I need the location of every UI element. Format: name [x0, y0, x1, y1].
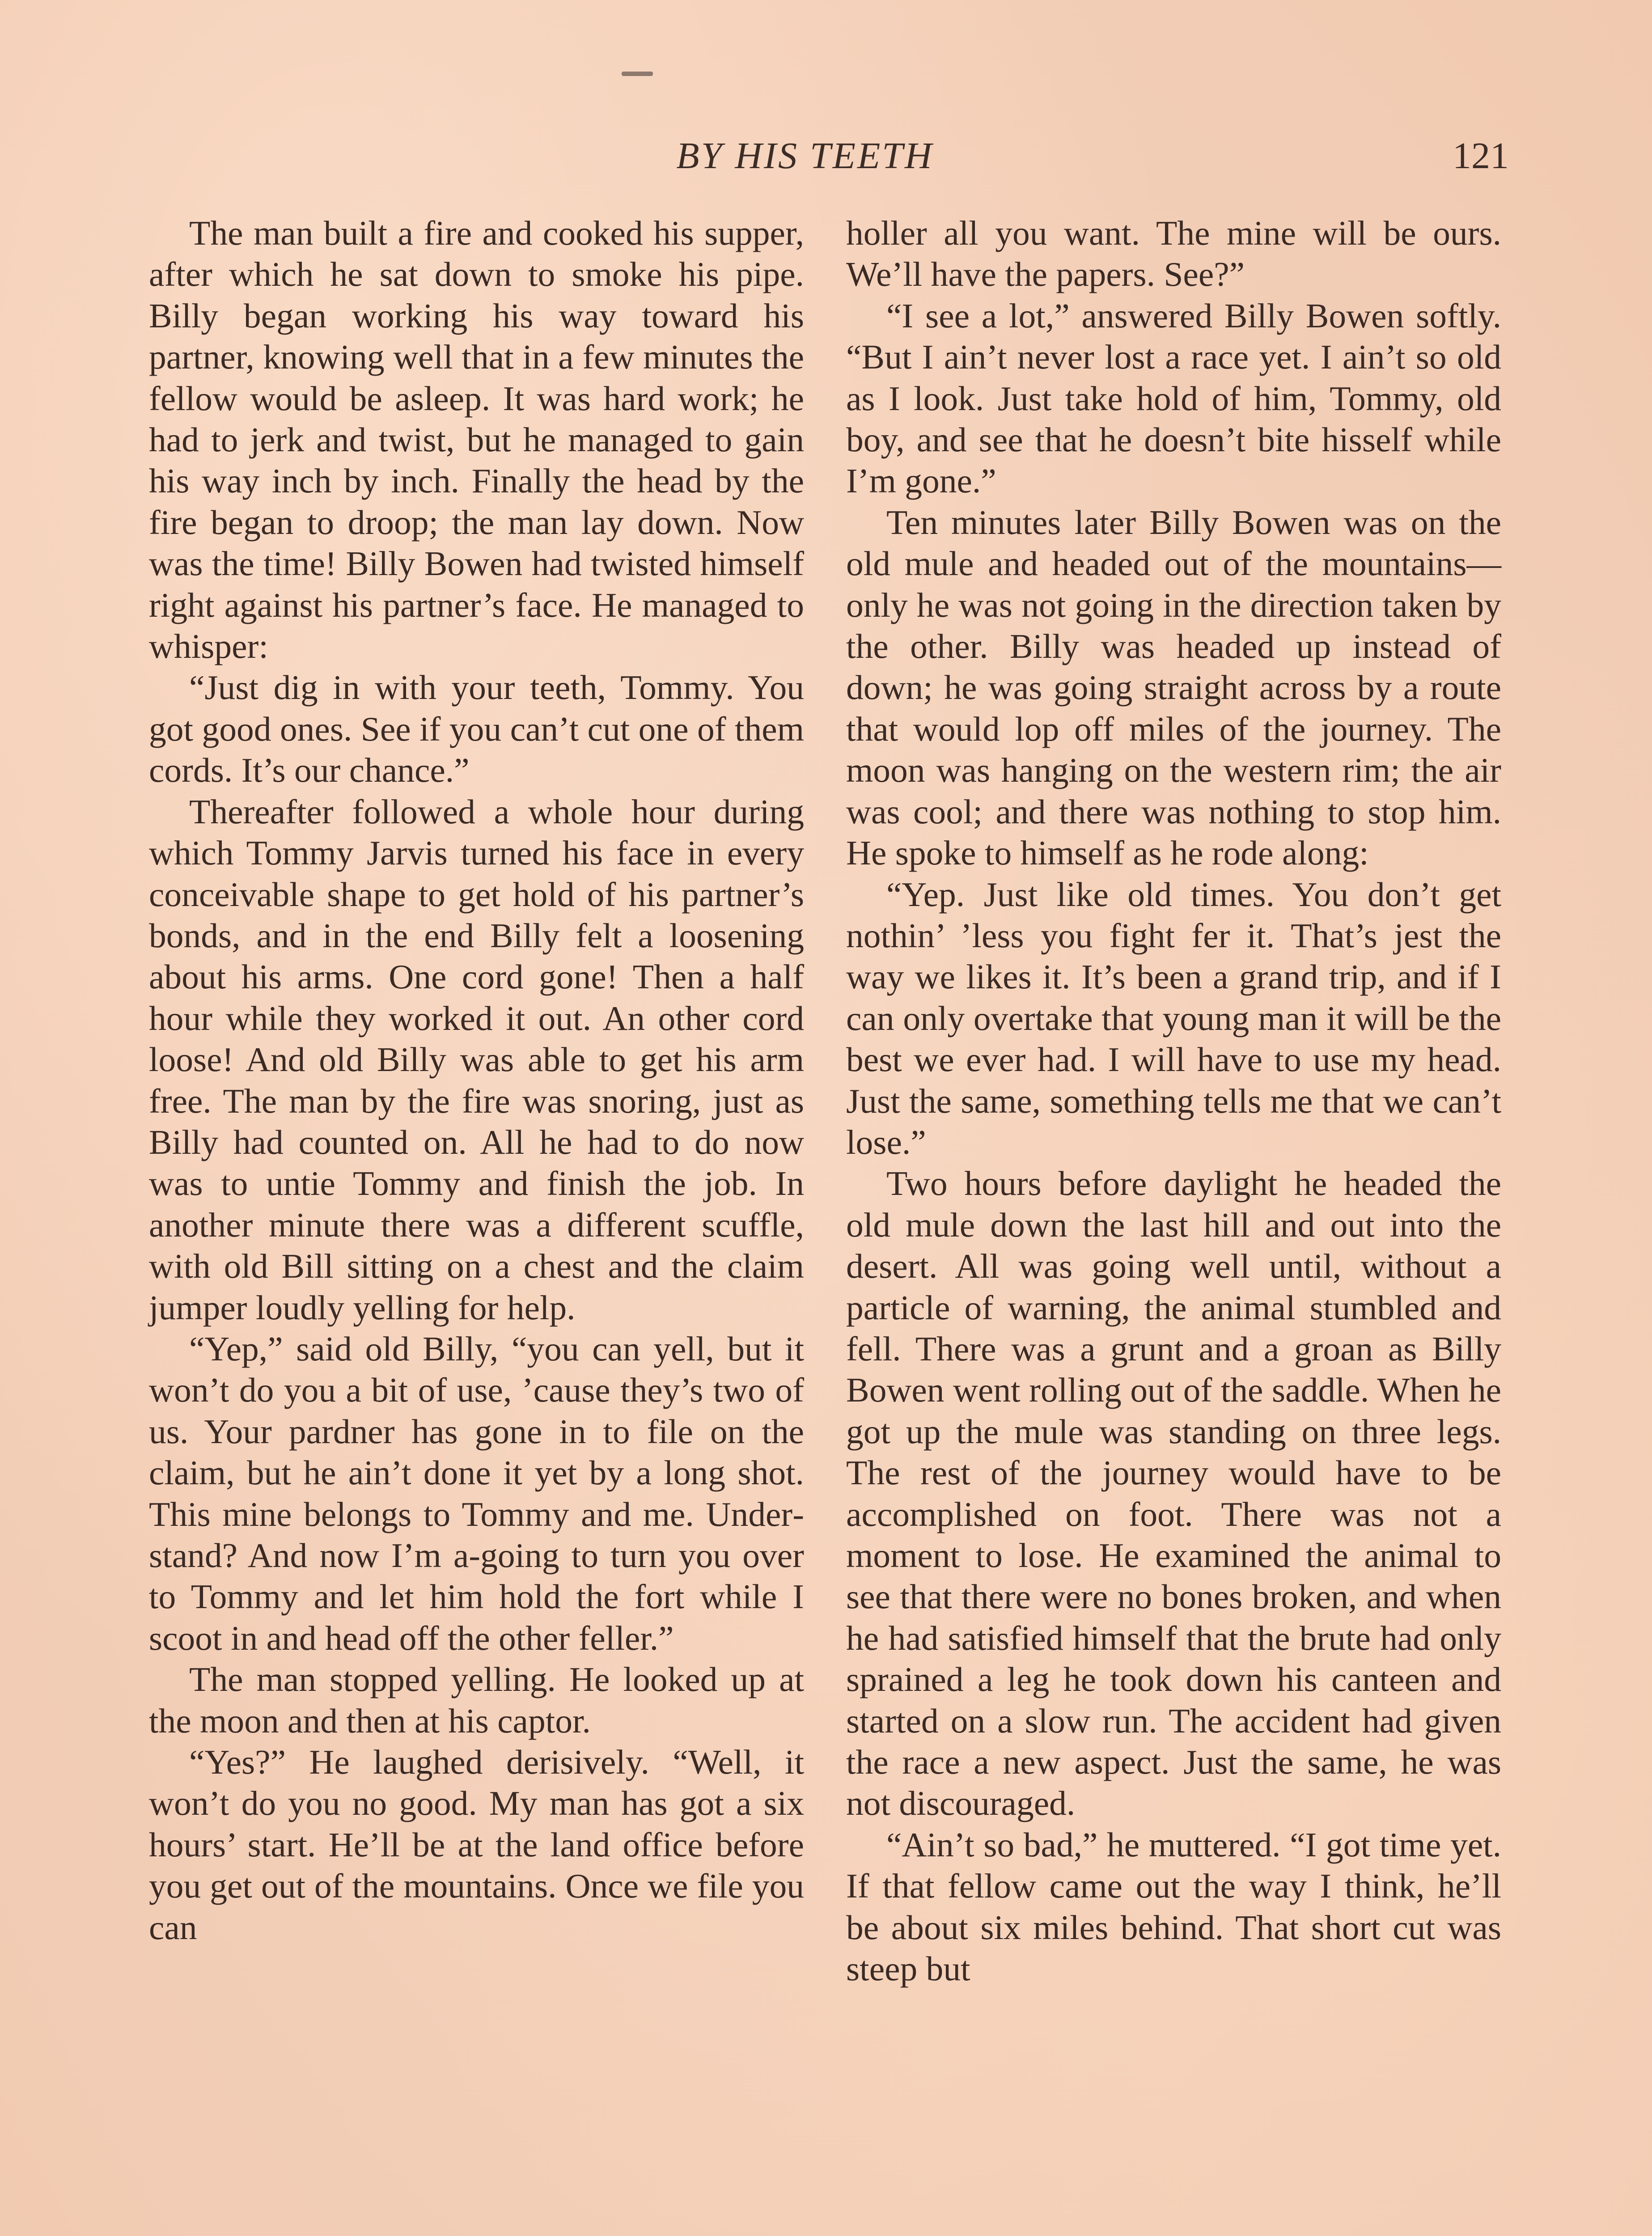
paragraph: The man built a fire and cooked his supper, after which he sat down to smoke his pipe. Billy began working his way toward his partner, knowing well that in a few minutes the fellow would be asleep. It was hard work; he had to jerk and twist, but he managed to gain his way inch by inch. Finally the head by the fire began to droop; the man lay down. Now was the time! Billy Bowen had twisted himself right against his partner’s face. He managed to whisper: — [149, 214, 804, 666]
paragraph: “Yes?” He laughed derisively. “Well, it won’t do you no good. My man has got a six hours’ start. He’ll be at the land office before you get out of the mountains. Once we file you can — [149, 1743, 804, 1947]
paragraph: Thereafter followed a whole hour during which Tommy Jarvis turned his face in every conceivable shape to get hold of his partner’s bonds, and in the end Billy felt a loosening about his arms. One cord gone! Then a half hour while they worked it out. An other cord loose! And old Billy was able to get his arm free. The man by the fire was snoring, just as Billy had counted on. All he had to do now was to untie Tommy and finish the job. In another minute there was a different scuffle, with old Bill sitting on a chest and the claim jumper loudly yelling for help. — [149, 792, 804, 1327]
paragraph-continuation: holler all you want. The mine will be ours. We’ll have the papers. See?” — [846, 214, 1501, 294]
paragraph: “Yep,” said old Billy, “you can yell, but it won’t do you a bit of use, ’cause they’s two of us. Your pardner has gone in to file on the claim, but he ain’t done it yet by a long shot. This mine belongs to Tommy and me. Understand? And now I’m a-going to turn you over to Tommy and let him hold the fort while I scoot in and head off the other feller.” — [149, 1329, 804, 1657]
left-text-column — [149, 212, 804, 1948]
paragraph: “Just dig in with your teeth, Tommy. You got good ones. See if you can’t cut one of them cords. It’s our chance.” — [149, 668, 804, 790]
right-text-column — [846, 212, 1501, 1989]
printer-mark — [622, 72, 653, 76]
paragraph: “I see a lot,” answered Billy Bowen softly. “But I ain’t never lost a race yet. I ain’t so old as I look. Just take hold of him, Tommy, old boy, and see that he doesn’t bite hisself while I’m gone.” — [846, 296, 1501, 500]
paragraph: The man stopped yelling. He looked up at the moon and then at his captor. — [149, 1660, 804, 1740]
paragraph: Two hours before daylight he headed the old mule down the last hill and out into the desert. All was going well until, without a particle of warning, the animal stumbled and fell. There was a grunt and a groan as Billy Bowen went rolling out of the saddle. When he got up the mule was standing on three legs. The rest of the journey would have to be accomplished on foot. There was not a moment to lose. He examined the animal to see that there were no bones broken, and when he had satisfied himself that the brute had only sprained a leg he took down his canteen and started on a slow run. The accident had given the race a new aspect. Just the same, he was not discouraged. — [846, 1164, 1501, 1823]
page-number: 121 — [1453, 135, 1509, 177]
running-title: BY HIS TEETH — [676, 135, 934, 177]
paragraph: “Ain’t so bad,” he muttered. “I got time yet. If that fellow came out the way I think, he’ll be about six miles behind. That short cut was steep but — [846, 1825, 1501, 1988]
paragraph: “Yep. Just like old times. You don’t get nothin’ ’less you fight fer it. That’s jest the way we likes it. It’s been a grand trip, and if I can only overtake that young man it will be the best we ever had. I will have to use my head. Just the same, something tells me that we can’t lose.” — [846, 875, 1501, 1161]
paragraph: Ten minutes later Billy Bowen was on the old mule and headed out of the mountains—only he was not going in the direction taken by the other. Billy was headed up instead of down; he was going straight across by a route that would lop off miles of the journey. The moon was hanging on the western rim; the air was cool; and there was nothing to stop him. He spoke to himself as he rode along: — [846, 503, 1501, 872]
